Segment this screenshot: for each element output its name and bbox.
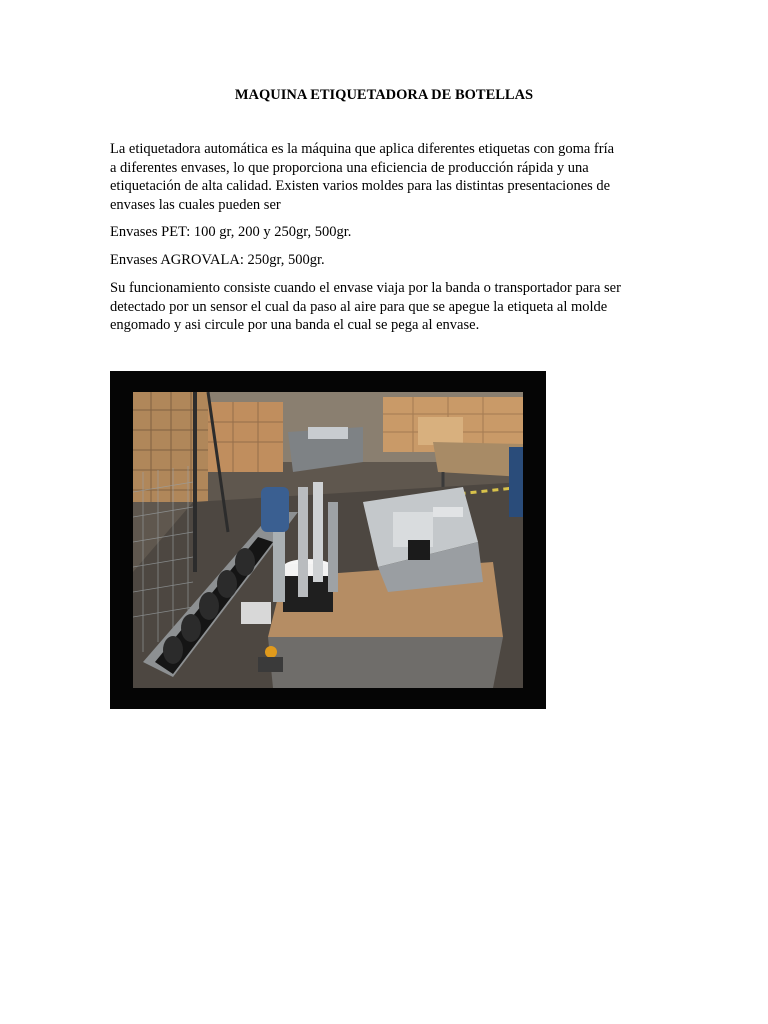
agrovala-containers-paragraph	[110, 251, 670, 270]
intro-paragraph	[110, 140, 670, 214]
intro-line: a diferentes envases, lo que proporciona una eficiencia de producción rápida y una	[110, 159, 589, 176]
operation-line: detectado por un sensor el cual da paso al aire para que se apegue la etiqueta al molde	[110, 298, 608, 315]
document-title: MAQUINA ETIQUETADORA DE BOTELLAS	[234, 87, 534, 103]
intro-line: etiquetación de alta calidad. Existen varios moldes para las distintas presentaciones de	[110, 178, 611, 194]
pet-containers-line: Envases PET: 100 gr, 200 y 250gr, 500gr.	[110, 224, 352, 240]
operation-line: engomado y asi circule por una banda el cual se pega al envase.	[110, 317, 480, 333]
pet-containers-paragraph	[110, 223, 670, 242]
intro-line: envases las cuales pueden ser	[110, 196, 281, 213]
labeling-machine-photo-frame	[110, 371, 546, 709]
operation-line: Su funcionamiento consiste cuando el envase viaja por la banda o transportador para ser	[110, 280, 621, 296]
operation-paragraph	[110, 279, 670, 335]
intro-line: La etiquetadora automática es la máquina que aplica diferentes etiquetas con goma fría	[110, 141, 615, 157]
agrovala-containers-line: Envases AGROVALA: 250gr, 500gr.	[110, 252, 325, 268]
labeling-machine-photo	[133, 392, 523, 688]
